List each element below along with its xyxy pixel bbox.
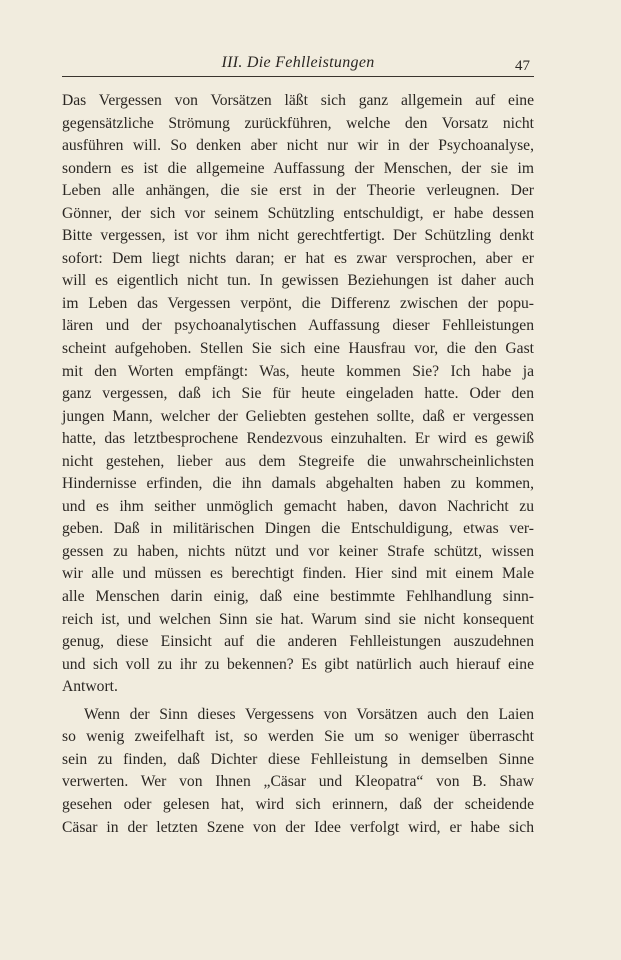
text-line: so wenig zweifelhaft ist, so werden Sie um so weniger überrascht xyxy=(62,728,534,746)
text-line: Wenn der Sinn dieses Vergessens von Vorsätzen auch den Laien xyxy=(84,705,534,723)
text-line: Bitte vergessen, ist vor ihm nicht gerechtfertigt. Der Schützling denkt xyxy=(62,227,534,245)
body-text xyxy=(62,90,534,839)
text-line: und es ihm seither unmöglich gemacht haben, davon Nachricht zu xyxy=(62,497,534,515)
running-head xyxy=(62,52,534,78)
text-line: gessen zu haben, nichts nützt und vor keiner Strafe schützt, wissen xyxy=(62,542,534,560)
text-line: und sich voll zu ihr zu bekennen? Es gibt natürlich auch hierauf eine xyxy=(62,655,534,673)
text-line: genug, diese Einsicht auf die anderen Fehlleistungen auszudehnen xyxy=(62,633,534,651)
text-line: lären und der psychoanalytischen Auffassung dieser Fehlleistungen xyxy=(62,317,534,335)
text-line: im Leben das Vergessen verpönt, die Differenz zwischen der popu- xyxy=(62,294,534,312)
text-line: will es eigentlich nicht tun. In gewissen Beziehungen ist daher auch xyxy=(62,272,534,290)
text-line: wir alle und müssen es berechtigt finden. Hier sind mit einem Male xyxy=(62,565,534,583)
text-line: scheint aufgehoben. Stellen Sie sich eine Hausfrau vor, die den Gast xyxy=(62,340,534,358)
text-line: hatte, das letztbesprochene Rendezvous einzuhalten. Er wird es gewiß xyxy=(62,430,534,448)
text-line: sondern es ist die allgemeine Auffassung der Menschen, der sie im xyxy=(62,159,534,177)
text-line: sofort: Dem liegt nichts daran; er hat es zwar versprochen, aber er xyxy=(62,249,534,267)
text-line: sein zu finden, daß Dichter diese Fehlleistung in demselben Sinne xyxy=(62,750,534,768)
text-line: gegensätzliche Strömung zurückführen, welche den Vorsatz nicht xyxy=(62,114,534,132)
text-line: geben. Daß in militärischen Dingen die Entschuldigung, etwas ver- xyxy=(62,520,534,538)
text-line: Das Vergessen von Vorsätzen läßt sich ganz allgemein auf eine xyxy=(62,92,534,109)
header-rule xyxy=(62,76,534,77)
text-line: Antwort. xyxy=(62,678,118,696)
text-line: Hindernisse erfinden, die ihn damals abgehalten haben zu kommen, xyxy=(62,475,534,493)
text-line: gesehen oder gelesen hat, wird sich erinnern, daß der scheidende xyxy=(62,795,534,813)
paragraph-1 xyxy=(62,90,534,699)
text-line: ganz vergessen, daß ich Sie für heute eingeladen hatte. Oder den xyxy=(62,385,534,403)
text-line: Leben alle anhängen, die sie erst in der Theorie verleugnen. Der xyxy=(62,182,534,200)
text-line: reich ist, und welchen Sinn sie hat. Warum sind sie nicht konsequent xyxy=(62,610,534,628)
text-line: jungen Mann, welcher der Geliebten gestehen sollte, daß er vergessen xyxy=(62,407,534,425)
chapter-title: III. Die Fehlleistungen xyxy=(221,54,375,71)
text-line: mit den Worten empfängt: Was, heute kommen Sie? Ich habe ja xyxy=(62,362,534,380)
text-line: nicht gestehen, lieber aus dem Stegreife die unwahrscheinlichsten xyxy=(62,452,534,470)
text-line: alle Menschen darin einig, daß eine bestimmte Fehlhandlung sinn- xyxy=(62,588,534,606)
text-line: Cäsar in der letzten Szene von der Idee verfolgt wird, er habe sich xyxy=(62,818,534,836)
paragraph-2 xyxy=(62,704,534,839)
text-line: Gönner, der sich vor seinem Schützling entschuldigt, er habe dessen xyxy=(62,204,534,222)
page-number: 47 xyxy=(515,58,530,74)
text-line: verwerten. Wer von Ihnen „Cäsar und Kleopatra“ von B. Shaw xyxy=(62,773,534,791)
text-line: ausführen will. So denken aber nicht nur wir in der Psychoanalyse, xyxy=(62,137,534,155)
